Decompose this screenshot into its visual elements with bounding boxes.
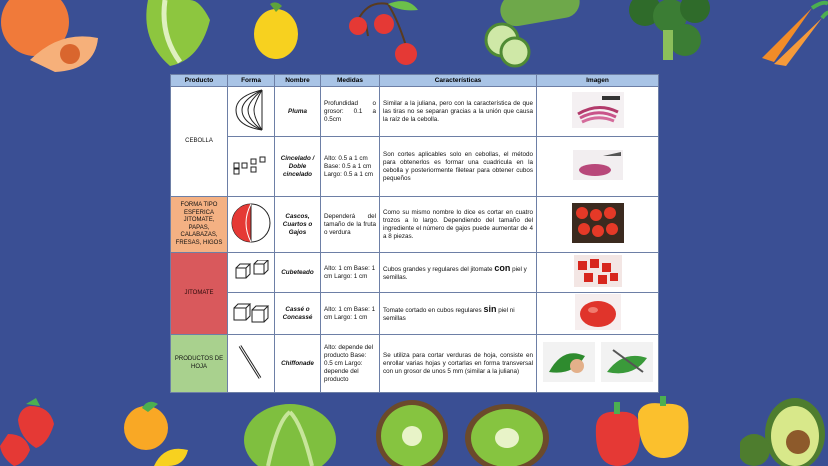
name-pluma: Pluma — [275, 87, 321, 137]
chiffonade-shape-icon — [228, 335, 275, 393]
measures-cubeteado: Alto: 1 cm Base: 1 cm Largo: 1 cm — [321, 253, 380, 293]
cubes-concasse-shape-icon — [228, 293, 275, 335]
bell-peppers-illustration — [588, 396, 698, 466]
description-cascos: Como su mismo nombre lo dice es cortar en cuatro trozos a lo largo. Dependiendo del tamaño del ingrediente el número de gajos puede aumentar de 4 a 8 piezas. — [380, 197, 537, 253]
measures-casse: Alto: 1 cm Base: 1 cm Largo: 1 cm — [321, 293, 380, 335]
description-cincelado: Son cortes aplicables solo en cebollas, el método para obtenerlos es formar una cuadricula en la cebolla y posteriormente filetear para obtener cubos pequeños — [380, 137, 537, 197]
orange-illustration — [118, 398, 198, 466]
onion-diced-photo — [537, 137, 659, 197]
broccoli-illustration — [625, 0, 715, 70]
header-medidas: Medidas — [321, 75, 380, 87]
lemon-illustration — [250, 0, 302, 62]
description-casse — [380, 293, 537, 335]
header-forma: Forma — [228, 75, 275, 87]
header-row — [171, 75, 659, 87]
strawberry-illustration — [0, 398, 80, 466]
product-cell-cebolla: CEBOLLA — [171, 87, 228, 197]
header-producto: Producto — [171, 75, 228, 87]
measures-cascos: Dependerá del tamaño de la fruta o verdura — [321, 197, 380, 253]
table-row — [171, 137, 659, 197]
table-row — [171, 197, 659, 253]
description-cubeteado — [380, 253, 537, 293]
header-caracteristicas: Características — [380, 75, 537, 87]
header-nombre: Nombre — [275, 75, 321, 87]
carrot-illustration — [752, 0, 828, 70]
leaf-chiffonade-photos — [537, 335, 659, 393]
product-cell-esfera: FORMA TIPO ESFERICA JITOMATE, PAPAS, CALABAZAS, FRESAS, HIGOS — [171, 197, 228, 253]
product-cell-jitomate: JITOMATE — [171, 253, 228, 335]
measures-cincelado: Alto: 0.5 a 1 cm Base: 0.5 a 1 cm Largo: 0.5 a 1 cm — [321, 137, 380, 197]
measures-chiffonade: Alto: depende del producto Base: 0.5 cm Largo: depende del producto — [321, 335, 380, 393]
name-cubeteado: Cubeteado — [275, 253, 321, 293]
table-row — [171, 253, 659, 293]
product-cell-hoja: PRODUCTOS DE HOJA — [171, 335, 228, 393]
peach-illustration — [0, 0, 110, 75]
cuts-table-sheet — [170, 74, 658, 392]
table-row — [171, 335, 659, 393]
name-cascos: Cascos, Cuartos o Gajos — [275, 197, 321, 253]
table-row — [171, 293, 659, 335]
vegetable-cuts-table — [170, 74, 659, 393]
header-imagen: Imagen — [537, 75, 659, 87]
cucumber-illustration — [470, 0, 585, 70]
tomato-concasse-photo — [537, 293, 659, 335]
cherries-illustration — [328, 0, 438, 70]
tomato-wedges-photo — [537, 197, 659, 253]
description-text: piel ni semillas — [383, 306, 515, 322]
description-chiffonade: Se utiliza para cortar verduras de hoja, consiste en enrollar varias hojas y cortarlas en forma transversal con un grosor de unos 5 mm (similar a la juliana) — [380, 335, 537, 393]
cubes-small-shape-icon — [228, 137, 275, 197]
description-text: Tomate cortado en cubos regulares — [383, 306, 484, 314]
table-row — [171, 87, 659, 137]
lettuce-illustration — [140, 0, 215, 70]
cabbage-illustration — [238, 400, 343, 466]
name-chiffonade: Chiffonade — [275, 335, 321, 393]
tomato-cubes-photo — [537, 253, 659, 293]
kiwi-half-illustration — [462, 398, 552, 466]
cubes-large-shape-icon — [228, 253, 275, 293]
name-cincelado: Cincelado / Doble cincelado — [275, 137, 321, 197]
description-emphasis: con — [494, 262, 511, 273]
avocado-illustration — [740, 396, 828, 466]
description-text: Cubos grandes y regulares del jitomate — [383, 265, 495, 273]
description-emphasis: sin — [483, 303, 497, 314]
description-text: piel y semillas. — [383, 265, 527, 281]
pluma-shape-icon — [228, 87, 275, 137]
kiwi-illustration — [372, 398, 452, 466]
onion-feather-cut-photo — [537, 87, 659, 137]
wedges-shape-icon — [228, 197, 275, 253]
description-pluma: Similar a la juliana, pero con la característica de que las tiras no se separan gracias a la unión que causa la raíz de la cebolla. — [380, 87, 537, 137]
name-casse: Cassé o Concassé — [275, 293, 321, 335]
measures-pluma: Profundidad o grosor: 0.1 a 0.5cm — [321, 87, 380, 137]
